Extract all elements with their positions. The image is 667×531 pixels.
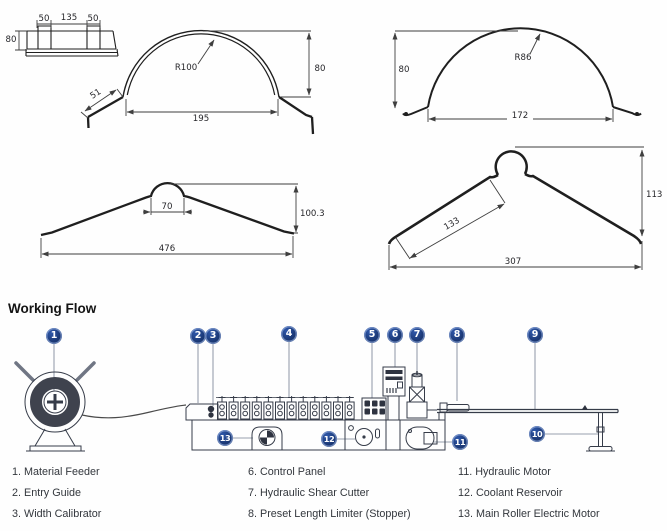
machine-diagram [16, 342, 618, 451]
dim-80: 80 [5, 35, 17, 45]
hydraulic-motor [406, 427, 437, 449]
legend-item-11: 11. Hydraulic Motor [458, 466, 551, 478]
working-flow-title: Working Flow [8, 301, 97, 316]
marker-9: 9 [527, 327, 543, 343]
material-feeder-decoiler [16, 363, 186, 451]
marker-leader-lines [54, 342, 599, 442]
marker-1: 1 [46, 328, 62, 344]
profile-dome-r86 [395, 28, 641, 122]
marker-11: 11 [452, 434, 468, 450]
legend-item-6: 6. Control Panel [248, 466, 326, 478]
marker-7: 7 [409, 327, 425, 343]
coolant-reservoir [349, 426, 380, 446]
dim-width-172: 172 [511, 111, 529, 121]
dim-height-100-3: 100.3 [300, 209, 325, 219]
marker-10: 10 [529, 426, 545, 442]
profile-section-3d [6, 13, 118, 56]
profile-dome-r100 [81, 31, 325, 134]
marker-13: 13 [217, 430, 233, 446]
legend-item-3: 3. Width Calibrator [12, 508, 102, 520]
radius-label-r100: R100 [174, 63, 198, 73]
legend-item-7: 7. Hydraulic Shear Cutter [248, 487, 370, 499]
legend-item-1: 1. Material Feeder [12, 466, 100, 478]
hydraulic-shear-cutter [407, 371, 437, 418]
dim-slope-133: 133 [442, 215, 462, 233]
marker-5: 5 [364, 327, 380, 343]
dim-height-80: 80 [398, 65, 410, 75]
marker-4: 4 [281, 326, 297, 342]
legend-item-12: 12. Coolant Reservoir [458, 487, 563, 499]
entry-guide-width-calibrator [186, 404, 218, 420]
roller-stands [216, 396, 354, 419]
dim-width-307: 307 [504, 257, 522, 267]
marker-12: 12 [321, 431, 337, 447]
dim-50-left: 50 [38, 14, 50, 24]
legend-item-2: 2. Entry Guide [12, 487, 82, 499]
marker-3: 3 [205, 328, 221, 344]
dim-height-113: 113 [646, 190, 663, 200]
radius-label-r86: R86 [514, 53, 532, 63]
table-support-leg [586, 413, 615, 452]
dim-height-80: 80 [314, 64, 326, 74]
marker-8: 8 [449, 327, 465, 343]
profile-ridge-cap-round [389, 147, 662, 270]
preset-length-limiter [440, 403, 469, 412]
final-forming-head [362, 398, 386, 420]
dim-width-195: 195 [192, 114, 210, 124]
main-roller-electric-motor [252, 427, 282, 450]
steel-strip [82, 405, 186, 418]
legend-item-8: 8. Preset Length Limiter (Stopper) [248, 508, 411, 520]
marker-6: 6 [387, 327, 403, 343]
legend-item-13: 13. Main Roller Electric Motor [458, 508, 600, 520]
dim-dome-70: 70 [161, 202, 173, 212]
profile-ridge-cap-flat [41, 183, 325, 258]
marker-2: 2 [190, 328, 206, 344]
dim-50-right: 50 [87, 14, 99, 24]
dim-135: 135 [60, 13, 78, 23]
dim-flange-51: 51 [88, 87, 104, 102]
dim-width-476: 476 [158, 244, 176, 254]
